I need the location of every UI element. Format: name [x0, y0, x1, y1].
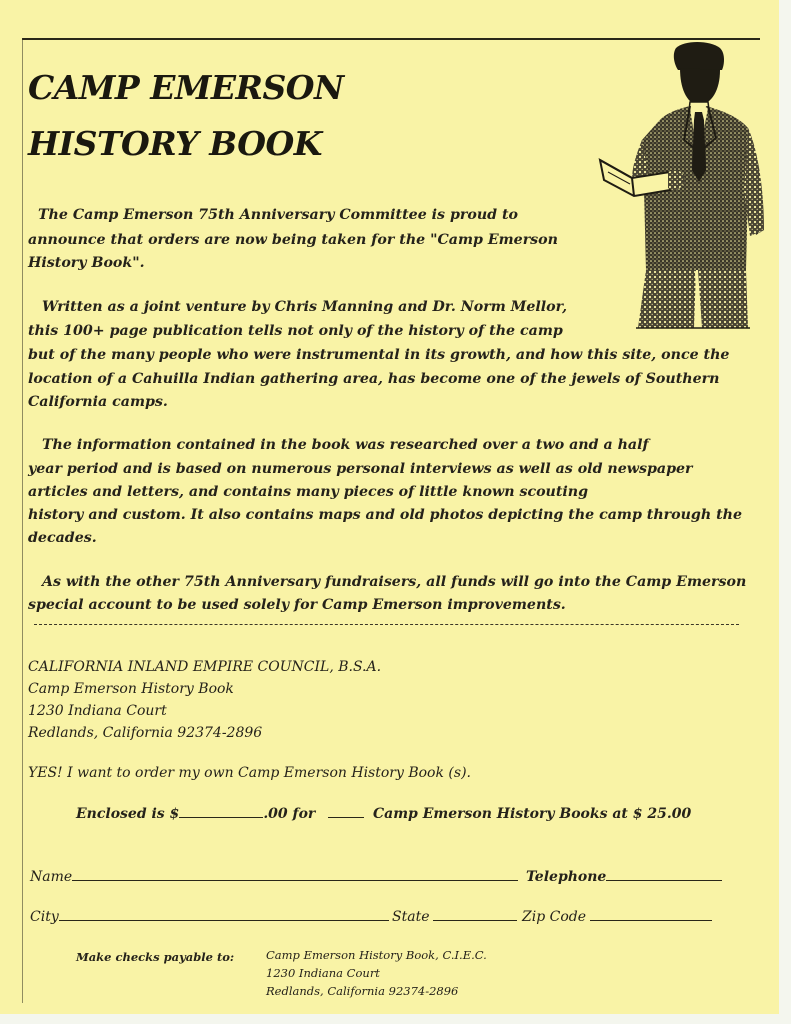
payable-line: Redlands, California 92374-2896 [266, 984, 459, 998]
text-line: history and custom. It also contains maps and old photos depicting the camp through the [28, 507, 742, 523]
name-field[interactable] [72, 868, 518, 881]
amount-suffix: .00 for [263, 806, 316, 822]
payable-label: Make checks payable to: [76, 950, 235, 964]
quantity-field[interactable] [328, 805, 364, 818]
text-line: location of a Cahuilla Indian gathering area, has become one of the jewels of Southern [28, 371, 720, 387]
zip-label: Zip Code [522, 909, 587, 925]
name-label: Name [30, 869, 73, 885]
text-line: California camps. [28, 394, 168, 410]
text-line: articles and letters, and contains many pieces of little known scouting [28, 484, 589, 500]
text-line: announce that orders are now being taken for the "Camp Emerson [28, 232, 558, 248]
page-edge-right [779, 0, 791, 1024]
city-row [30, 908, 389, 925]
text-line: Written as a joint venture by Chris Manning and Dr. Norm Mellor, [42, 299, 568, 315]
address-line: Camp Emerson History Book [28, 681, 234, 697]
payable-line: Camp Emerson History Book, C.I.E.C. [266, 948, 487, 962]
telephone-row [526, 868, 722, 885]
zip-row [522, 908, 712, 925]
telephone-field[interactable] [606, 868, 722, 881]
amount-field[interactable] [179, 805, 263, 818]
telephone-label: Telephone [526, 869, 607, 885]
text-line: The Camp Emerson 75th Anniversary Committee is proud to [38, 207, 519, 223]
city-label: City [30, 909, 59, 925]
text-line: year period and is based on numerous personal interviews as well as old newspaper [28, 461, 693, 477]
text-line: The information contained in the book was researched over a two and a half [42, 437, 649, 453]
enclosed-label: Enclosed is $ [76, 806, 180, 822]
order-confirmation-text: YES! I want to order my own Camp Emerson History Book (s). [28, 765, 471, 781]
title-line-1: CAMP EMERSON [28, 68, 344, 107]
state-field[interactable] [433, 908, 517, 921]
state-label: State [392, 909, 430, 925]
enclosed-row [76, 805, 691, 822]
left-rule [22, 38, 23, 1003]
address-line: CALIFORNIA INLAND EMPIRE COUNCIL, B.S.A. [28, 659, 382, 675]
payable-line: 1230 Indiana Court [266, 966, 380, 980]
text-line: History Book". [28, 255, 145, 271]
text-line: but of the many people who were instrumental in its growth, and how this site, once the [28, 347, 730, 363]
name-row [30, 868, 518, 885]
address-line: Redlands, California 92374-2896 [28, 725, 263, 741]
state-row [392, 908, 517, 925]
man-reading-book-icon [598, 40, 770, 330]
cut-line-divider [34, 624, 739, 625]
title-line-2: HISTORY BOOK [28, 124, 322, 163]
text-line: As with the other 75th Anniversary fundraisers, all funds will go into the Camp Emerson [42, 574, 747, 590]
address-line: 1230 Indiana Court [28, 703, 167, 719]
zip-field[interactable] [590, 908, 712, 921]
books-price-text: Camp Emerson History Books at $ 25.00 [373, 806, 692, 822]
page-edge-bottom [0, 1014, 791, 1024]
text-line: special account to be used solely for Camp Emerson improvements. [28, 597, 566, 613]
city-field[interactable] [59, 908, 389, 921]
text-line: decades. [28, 530, 97, 546]
page-title [28, 60, 344, 172]
text-line: this 100+ page publication tells not only of the history of the camp [28, 323, 563, 339]
